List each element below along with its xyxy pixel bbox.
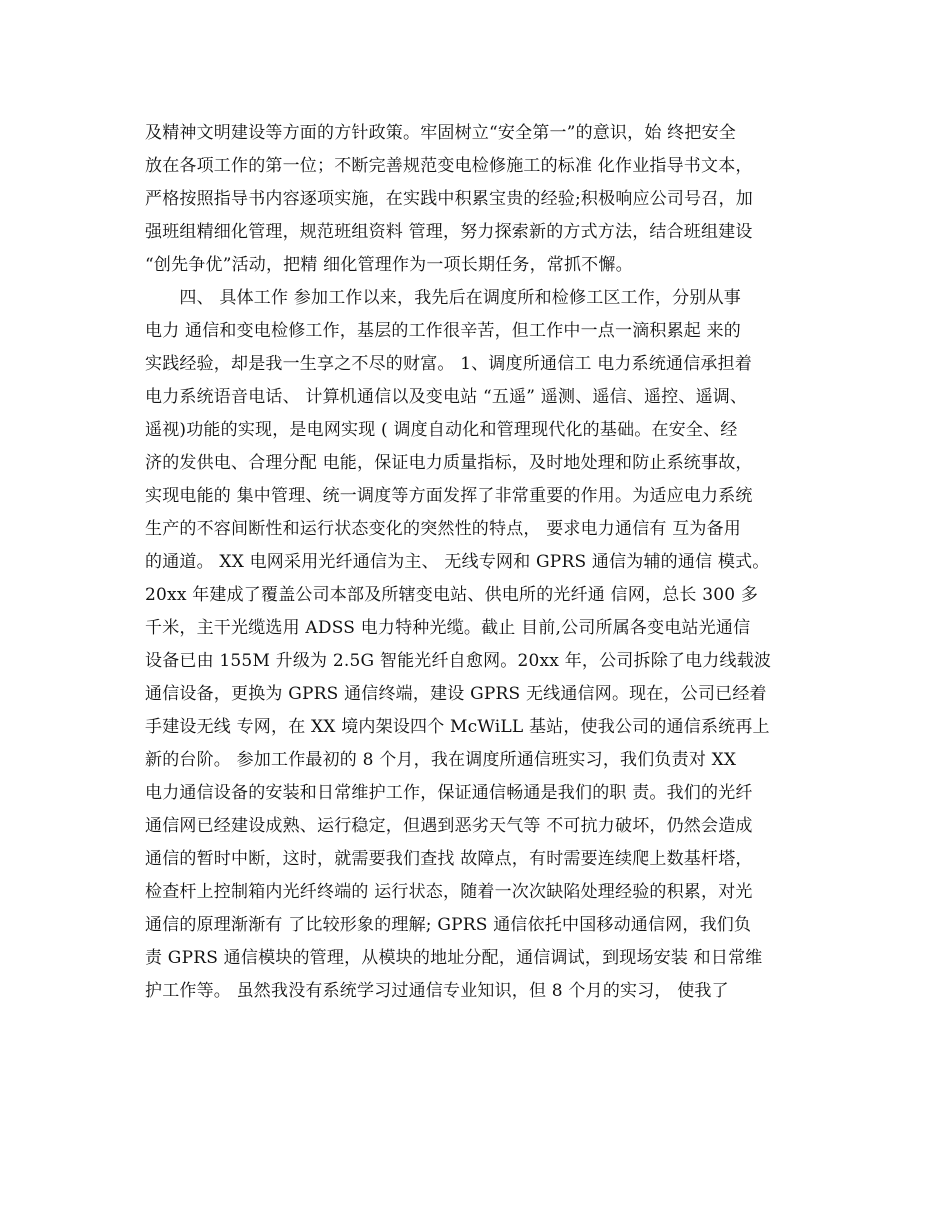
text-line: 通信的暂时中断，这时，就需要我们查找 故障点，有时需要连续爬上数基杆塔， bbox=[145, 849, 753, 869]
text-line: 电力 通信和变电检修工作，基层的工作很辛苦，但工作中一点一滴积累起 来的 bbox=[145, 321, 742, 341]
text-line: 20xx 年建成了覆盖公司本部及所辖变电站、供电所的光纤通 信网，总长 300 多 bbox=[145, 585, 759, 605]
text-line: 护工作等。 虽然我没有系统学习过通信专业知识，但 8 个月的实习， 使我了 bbox=[145, 981, 729, 1001]
text-line: 电力通信设备的安装和日常维护工作，保证通信畅通是我们的职 责。我们的光纤 bbox=[145, 783, 753, 803]
text-line: 及精神文明建设等方面的方针政策。牢固树立“安全第一”的意识，始 终把安全 bbox=[145, 123, 736, 143]
text-line: 放在各项工作的第一位；不断完善规范变电检修施工的标准 化作业指导书文本， bbox=[145, 156, 753, 176]
text-line: 生产的不容间断性和运行状态变化的突然性的特点， 要求电力通信有 互为备用 bbox=[145, 519, 742, 539]
text-line: 千米，主干光缆选用 ADSS 电力特种光缆。截止 目前,公司所属各变电站光通信 bbox=[145, 618, 751, 638]
text-line: 电力系统语音电话、 计算机通信以及变电站 “五遥” 遥测、遥信、遥控、遥调、 bbox=[145, 387, 748, 407]
text-line: 济的发供电、合理分配 电能，保证电力质量指标，及时地处理和防止系统事故， bbox=[145, 453, 753, 473]
text-line: 的通道。 XX 电网采用光纤通信为主、 无线专网和 GPRS 通信为辅的通信 模式。 bbox=[145, 552, 770, 572]
text-line: 严格按照指导书内容逐项实施，在实践中积累宝贵的经验;积极响应公司号召，加 bbox=[145, 189, 753, 209]
text-line: 强班组精细化管理，规范班组资料 管理，努力探索新的方式方法，结合班组建设 bbox=[145, 222, 753, 242]
text-line: 通信网已经建设成熟、运行稳定，但遇到恶劣天气等 不可抗力破坏，仍然会造成 bbox=[145, 816, 753, 836]
text-line: 责 GPRS 通信模块的管理，从模块的地址分配，通信调试，到现场安装 和日常维 bbox=[145, 948, 763, 968]
text-line: 检查杆上控制箱内光纤终端的 运行状态，随着一次次缺陷处理经验的积累，对光 bbox=[145, 882, 753, 902]
text-line: 通信设备，更换为 GPRS 通信终端，建设 GPRS 无线通信网。现在，公司已经着 bbox=[145, 684, 767, 704]
text-line: 实践经验，却是我一生享之不尽的财富。 1、调度所通信工 电力系统通信承担着 bbox=[145, 354, 753, 374]
text-line: “创先争优”活动，把精 细化管理作为一项长期任务，常抓不懈。 bbox=[145, 255, 633, 275]
text-line: 手建设无线 专网，在 XX 境内架设四个 McWiLL 基站，使我公司的通信系统再上 bbox=[145, 717, 770, 737]
text-line: 通信的原理渐渐有 了比较形象的理解; GPRS 通信依托中国移动通信网，我们负 bbox=[145, 915, 752, 935]
text-line: 实现电能的 集中管理、统一调度等方面发挥了非常重要的作用。为适应电力系统 bbox=[145, 486, 753, 506]
text-line: 遥视)功能的实现，是电网实现 ( 调度自动化和管理现代化的基础。在安全、经 bbox=[145, 420, 738, 440]
text-line: 新的台阶。 参加工作最初的 8 个月，我在调度所通信班实习，我们负责对 XX bbox=[145, 750, 737, 770]
text-line: 四、 具体工作 参加工作以来，我先后在调度所和检修工区工作，分别从事 bbox=[145, 288, 742, 308]
text-line: 设备已由 155M 升级为 2.5G 智能光纤自愈网。20xx 年，公司拆除了电力线载波 bbox=[145, 651, 772, 671]
body-text bbox=[145, 117, 835, 1008]
